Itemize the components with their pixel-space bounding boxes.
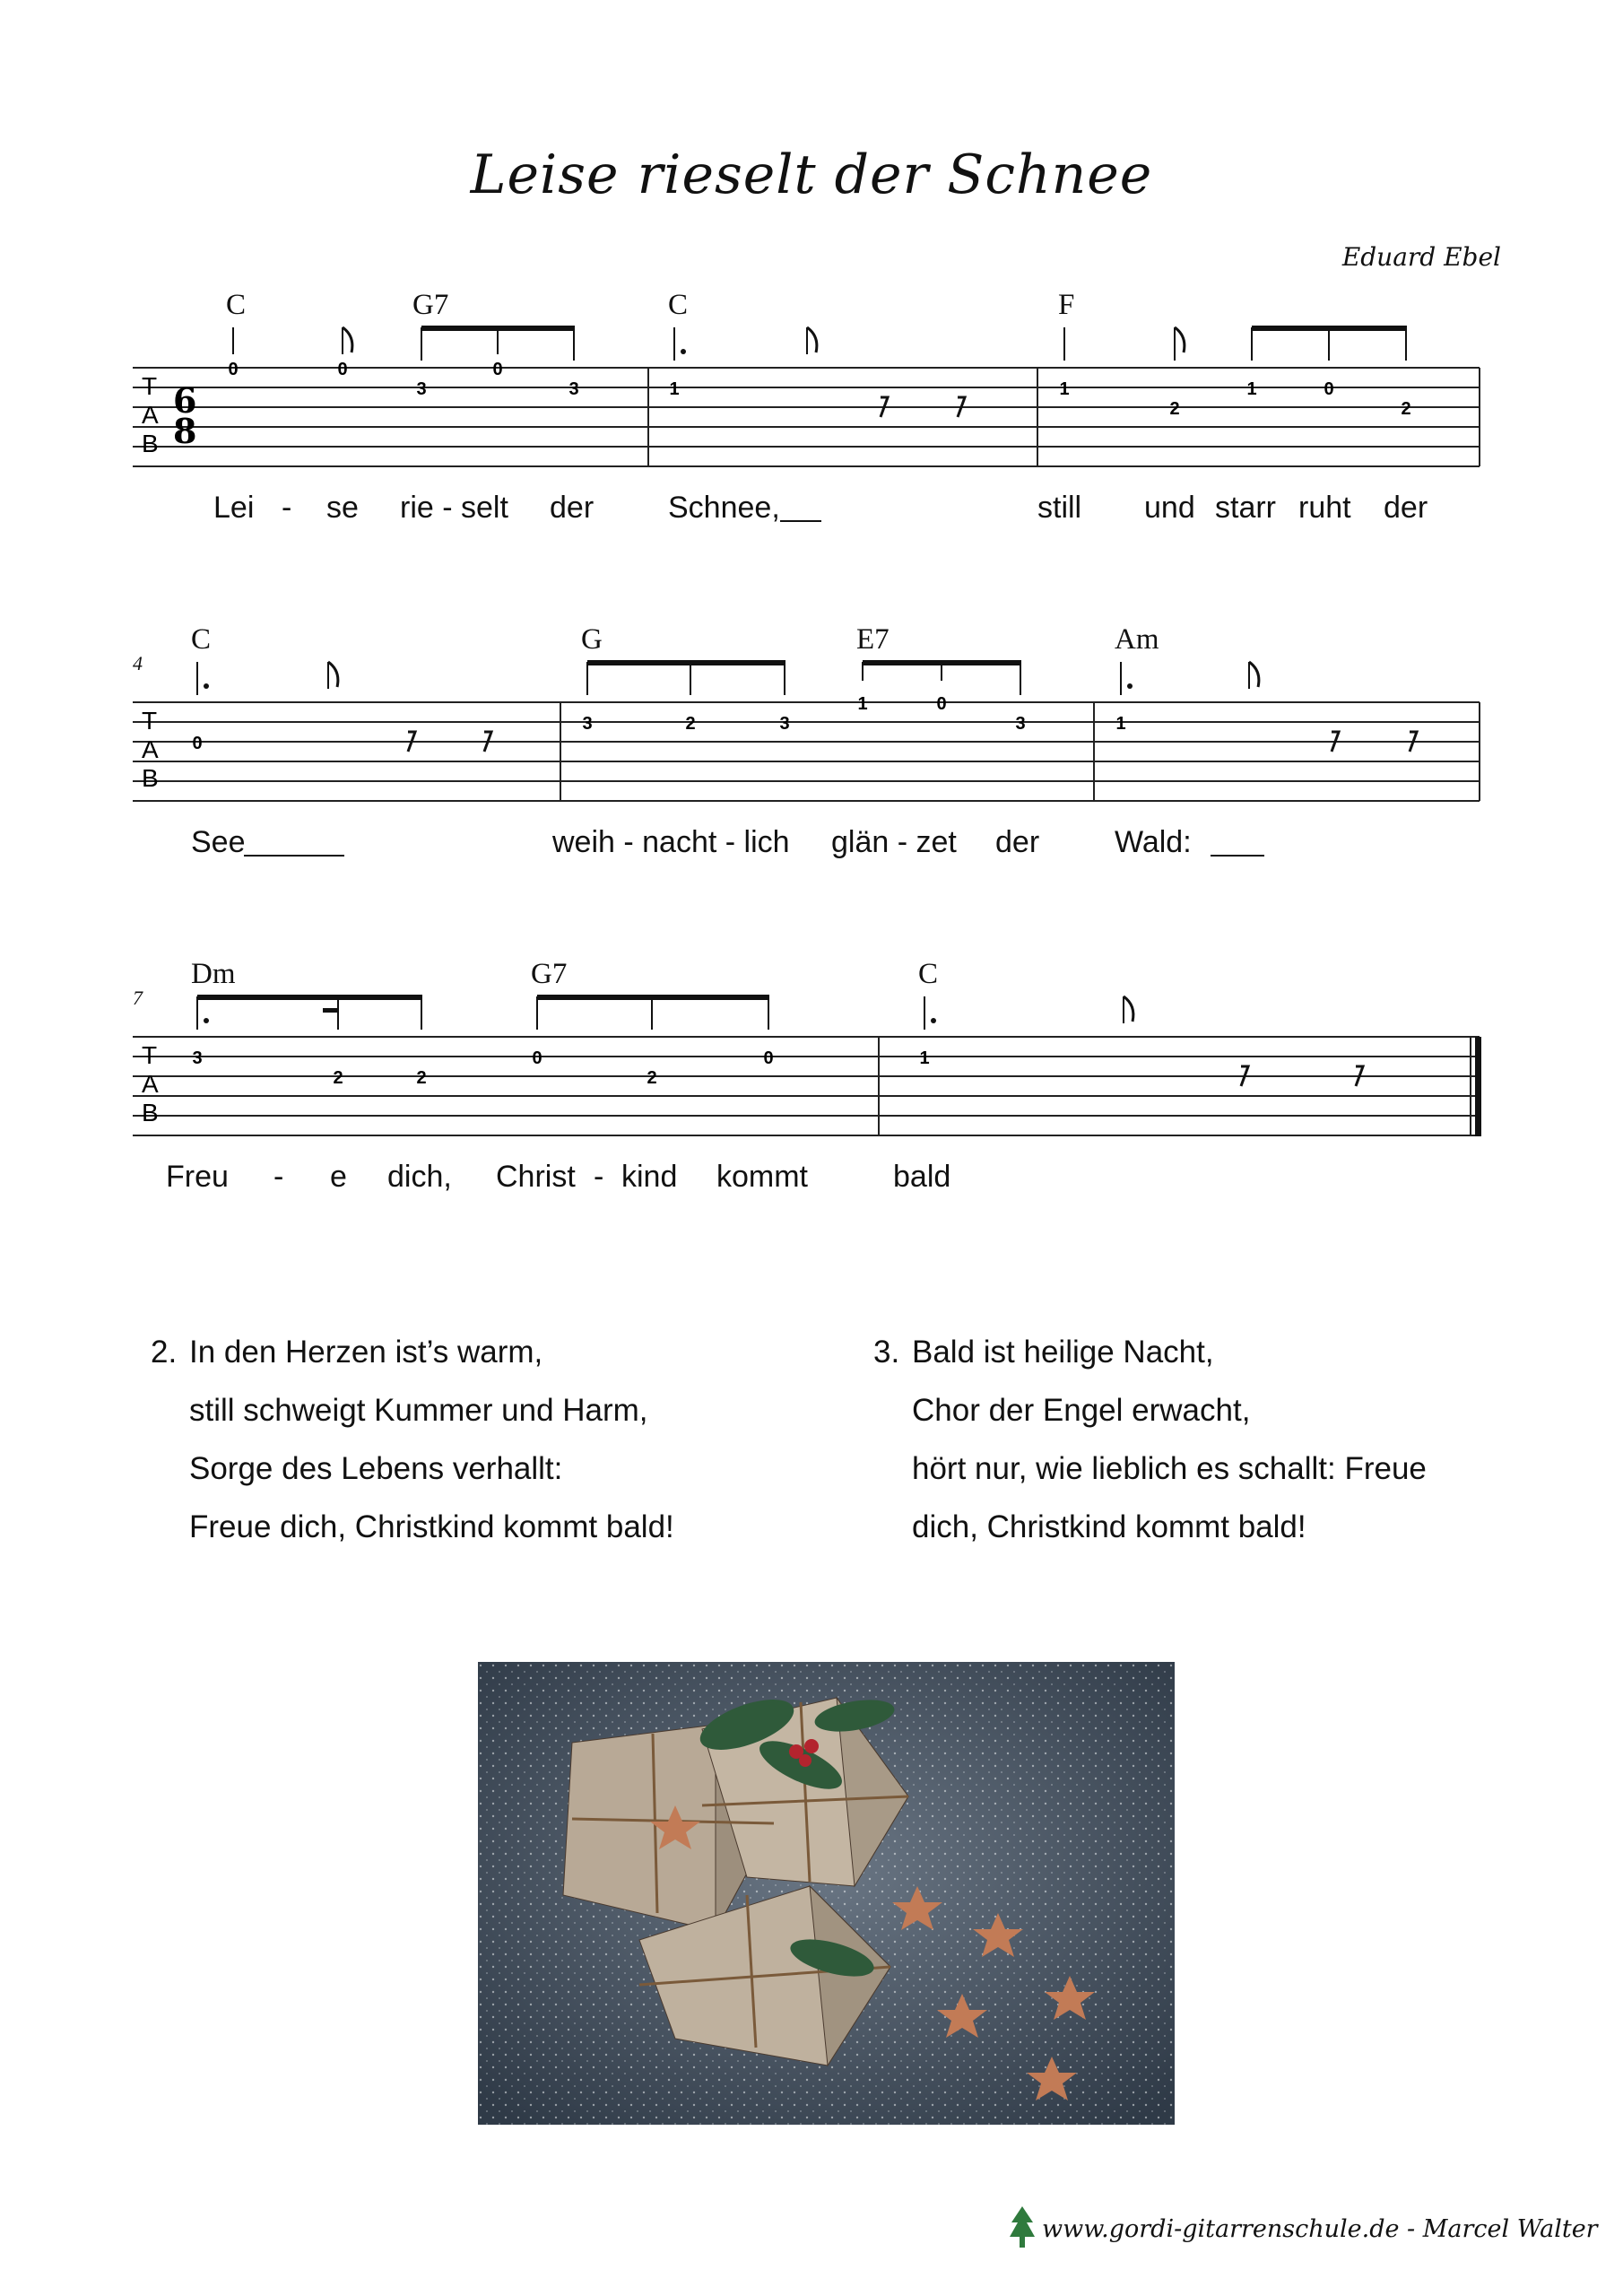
chord-symbol: Am <box>1115 623 1159 656</box>
lyric-syllable: See <box>191 825 246 859</box>
lyric-syllable: bald <box>893 1160 951 1194</box>
lyric-syllable: - <box>594 1160 604 1194</box>
tab-letter-b: B <box>142 764 159 792</box>
chord-symbol: C <box>918 958 939 990</box>
verse-line: In den Herzen ist’s warm, <box>189 1335 543 1370</box>
verse-line: Chor der Engel erwacht, <box>912 1393 1251 1428</box>
verse-line: still schweigt Kummer und Harm, <box>189 1393 648 1428</box>
lyric-syllable: glän - zet <box>831 825 957 859</box>
lyric-syllable: Wald: <box>1115 825 1192 859</box>
fret-number: 2 <box>416 1068 427 1088</box>
fret-number: 0 <box>936 694 947 714</box>
fret-number: 3 <box>582 714 593 734</box>
lyric-syllable: kommt <box>716 1160 808 1194</box>
verse-line: Freue dich, Christkind kommt bald! <box>189 1509 674 1544</box>
verse-2 <box>151 1323 778 1565</box>
fret-number: 2 <box>333 1068 343 1088</box>
lyric-syllable: still <box>1037 491 1082 525</box>
lyric-syllable: se <box>326 491 359 525</box>
lyric-extender <box>780 520 821 522</box>
tab-system-3 <box>0 947 1623 1194</box>
measure-number: 7 <box>133 987 143 1009</box>
tab-letter-b: B <box>142 430 159 457</box>
fret-number: 3 <box>1015 714 1026 734</box>
fret-number: 3 <box>416 379 427 399</box>
verse-line: Bald ist heilige Nacht, <box>912 1335 1214 1370</box>
lyric-syllable: kind <box>621 1160 678 1194</box>
chord-symbol: E7 <box>856 623 890 656</box>
lyric-syllable: der <box>550 491 595 525</box>
fret-number: 0 <box>532 1048 542 1068</box>
lyric-syllable: dich, <box>387 1160 452 1194</box>
tab-staff-2 <box>0 613 1623 855</box>
fret-number: 2 <box>685 714 696 734</box>
fret-number: 1 <box>1115 714 1126 734</box>
verse-3 <box>873 1323 1501 1565</box>
song-title: Leise rieselt der Schnee <box>470 144 1153 206</box>
lyric-syllable: rie - selt <box>400 491 508 525</box>
lyric-syllable: ruht <box>1298 491 1351 525</box>
fret-number: 1 <box>669 379 680 399</box>
chord-symbol: C <box>191 623 212 656</box>
lyric-extender <box>244 855 344 857</box>
chord-symbol: C <box>668 289 689 321</box>
tab-letter-b: B <box>142 1099 159 1126</box>
lyric-syllable: e <box>330 1160 347 1194</box>
verse-line: dich, Christkind kommt bald! <box>912 1509 1306 1544</box>
tab-staff-3 <box>0 947 1623 1189</box>
christmas-tree-icon <box>1010 2206 1035 2253</box>
chord-symbol: G7 <box>531 958 568 990</box>
lyric-syllable: weih - nacht - lich <box>552 825 790 859</box>
lyric-syllable: der <box>1384 491 1428 525</box>
tab-letter-a: A <box>142 401 159 429</box>
gift-packages-photo <box>478 1662 1175 2125</box>
lyric-syllable: Lei <box>213 491 255 525</box>
tab-letter-a: A <box>142 735 159 763</box>
fret-number: 2 <box>647 1068 657 1088</box>
time-signature-bottom: 8 <box>173 411 197 451</box>
lyric-syllable: Christ <box>496 1160 576 1194</box>
fret-number: 3 <box>568 379 579 399</box>
fret-number: 1 <box>919 1048 930 1068</box>
fret-number: 0 <box>492 360 503 379</box>
lyric-syllable: - <box>282 491 292 525</box>
tab-system-2 <box>0 613 1623 859</box>
lyric-syllable: Freu <box>166 1160 229 1194</box>
lyric-syllable: der <box>995 825 1040 859</box>
verse-number: 3. <box>873 1335 900 1370</box>
tab-system-1 <box>0 278 1623 525</box>
tab-letter-a: A <box>142 1070 159 1098</box>
lyric-syllable: - <box>273 1160 284 1194</box>
fret-number: 0 <box>228 360 239 379</box>
tab-letter-t: T <box>142 707 158 735</box>
lyric-extender <box>1211 855 1264 857</box>
fret-number: 0 <box>192 734 203 753</box>
composer-name: Eduard Ebel <box>1341 242 1501 272</box>
fret-number: 0 <box>1324 379 1334 399</box>
lyric-syllable: und <box>1144 491 1195 525</box>
time-signature-top: 6 <box>173 380 197 421</box>
fret-number: 2 <box>1401 399 1411 419</box>
verse-line: Sorge des Lebens verhallt: <box>189 1451 563 1486</box>
fret-number: 0 <box>337 360 348 379</box>
verse-line: hört nur, wie lieblich es schallt: Freue <box>912 1451 1427 1486</box>
tab-letter-t: T <box>142 372 158 400</box>
fret-number: 1 <box>857 694 868 714</box>
fret-number: 0 <box>763 1048 774 1068</box>
fret-number: 1 <box>1059 379 1070 399</box>
fret-number: 2 <box>1169 399 1180 419</box>
fret-number: 1 <box>1246 379 1257 399</box>
tab-letter-t: T <box>142 1041 158 1069</box>
fret-number: 3 <box>779 714 790 734</box>
chord-symbol: C <box>226 289 247 321</box>
measure-number: 4 <box>133 652 143 674</box>
fret-number: 3 <box>192 1048 203 1068</box>
verse-number: 2. <box>151 1335 178 1370</box>
lyric-syllable: starr <box>1215 491 1276 525</box>
footer-credit: www.gordi-gitarrenschule.de - Marcel Walter <box>1042 2215 1598 2243</box>
chord-symbol: G7 <box>412 289 449 321</box>
lyric-syllable: Schnee, <box>668 491 780 525</box>
chord-symbol: Dm <box>191 958 236 990</box>
chord-symbol: G <box>581 623 603 656</box>
chord-symbol: F <box>1058 289 1075 321</box>
